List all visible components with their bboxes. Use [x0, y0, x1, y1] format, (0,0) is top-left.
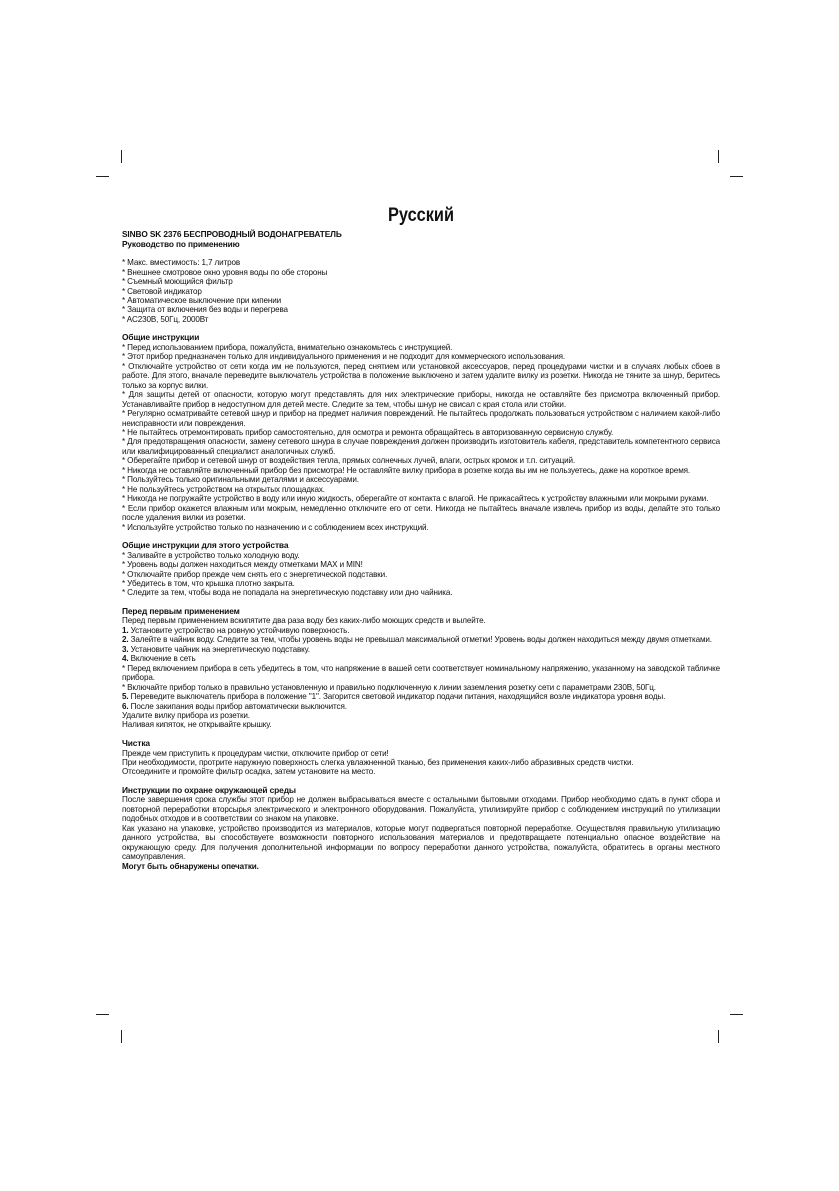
language-title: Русский [387, 205, 455, 226]
manual-subtitle: Руководство по применению [122, 238, 240, 249]
instruction-item: * Регулярно осматривайте сетевой шнур и прибор на предмет наличия повреждений. Не пытайтесь продолжать пользоваться устройством с наличием какой-либо неисправности или повреждения. [122, 409, 720, 428]
tail-item: Наливая кипяток, не открывайте крышку. [122, 720, 272, 730]
feature-item: * AC230В, 50Гц, 2000Вт [122, 314, 209, 324]
device-instructions-section [122, 541, 720, 598]
instruction-item: * Для предотвращения опасности, замену сетевого шнура в случае повреждения должен производить изготовитель кабеля, представитель компетентного сервиса или квалифицированный специалист аналогичных служб. [122, 437, 720, 456]
cleaning-item: Отсоедините и промойте фильтр осадка, затем установите на место. [122, 767, 376, 777]
crop-mark-top-left-horizontal [96, 176, 109, 177]
feature-item: * Защита от включения без воды и перегрева [122, 305, 288, 315]
section-heading: Перед первым применением [122, 605, 240, 616]
instruction-item: * Если прибор окажется влажным или мокрым, немедленно отключите его от сети. Никогда не пытайтесь вначале извлечь прибор из воды, делайте это только после удаления вилки из розетки. [122, 503, 720, 523]
section-heading: Чистка [122, 737, 150, 748]
step-item [122, 635, 720, 644]
note-item: * Включайте прибор только в правильно установленную и правильно подключенную к линии заземления розетку сети с параметрами 230В, 50Гц. [122, 682, 656, 692]
feature-item: * Световой индикатор [122, 286, 202, 296]
tail-item: Удалите вилку прибора из розетки. [122, 711, 250, 720]
crop-mark-top-right-vertical [718, 150, 719, 163]
step-number: 1. [122, 625, 129, 635]
cleaning-item: Прежде чем приступить к процедурам чистки, отключите прибор от сети! [122, 748, 389, 758]
instruction-item: * Следите за тем, чтобы вода не попадала на энергетическую подставку или дно чайника. [122, 588, 453, 598]
feature-item: * Автоматическое выключение при кипении [122, 296, 282, 305]
instruction-item: * Не пользуйтесь устройством на открытых площадках. [122, 484, 325, 494]
section-heading: Общие инструкции [122, 332, 200, 343]
environment-section [122, 786, 720, 871]
crop-mark-bottom-left-vertical [121, 1030, 122, 1043]
instruction-item: * Этот прибор предназначен только для индивидуального применения и не подходит для коммерческого использования. [122, 352, 566, 362]
instruction-item: * Пользуйтесь только оригинальными деталями и аксессуарами. [122, 475, 359, 485]
section-heading: Инструкции по охране окружающей среды [122, 784, 296, 795]
step-number: 2. [122, 635, 129, 645]
features-list [122, 258, 720, 324]
feature-item: * Внешнее смотровое окно уровня воды по обе стороны [122, 267, 328, 277]
feature-item: * Макс. вместимость: 1,7 литров [122, 258, 241, 268]
step-item [122, 626, 720, 635]
step-number: 4. [122, 654, 129, 664]
step-item [122, 645, 720, 654]
instruction-item: * Отключайте прибор прежде чем снять его с энергетической подставки. [122, 569, 388, 579]
step-text: После закипания воды прибор автоматически выключится. [128, 701, 347, 711]
note-item: * Перед включением прибора в сеть убедитесь в том, что напряжение в вашей сети соответствует номинальному напряжению, указанному на заводской табличке прибора. [122, 663, 720, 683]
first-use-section [122, 607, 720, 730]
step-number: 5. [122, 692, 129, 702]
instruction-item: * Перед использованием прибора, пожалуйста, внимательно ознакомьтесь с инструкцией. [122, 342, 453, 352]
step-item [122, 692, 720, 701]
instruction-item: * Оберегайте прибор и сетевой шнур от воздействия тепла, прямых солнечных лучей, влаги, острых кромок и т.п. ситуаций. [122, 456, 576, 466]
step-text: Включение в сеть [128, 654, 196, 664]
environment-paragraph: После завершения срока службы этот прибор не должен выбрасываться вместе с остальными бытовыми отходами. Прибор необходимо сдать в пункт сбора и повторной переработки вторсырья электрического и электронного оборудования. Пожалуйста, утилизируйте прибор с соблюдением инструкций по утилизации подобных отходов и в соответствии со знаком на упаковке. [122, 795, 720, 824]
step-text: Установите чайник на энергетическую подставку. [128, 644, 310, 654]
instruction-item: * Убедитесь в том, что крышка плотно закрыта. [122, 578, 295, 588]
crop-mark-top-left-vertical [121, 150, 122, 163]
manual-page [122, 206, 720, 871]
step-text: Залейте в чайник воду. Следите за тем, чтобы уровень воды не превышал максимальной отметки! Уровень воды должен находиться между двумя отметками. [128, 635, 712, 645]
instruction-item: * Уровень воды должен находиться между отметками MAX и MIN! [122, 560, 363, 570]
crop-mark-bottom-right-vertical [718, 1030, 719, 1043]
typo-disclaimer: Могут быть обнаружены опечатки. [122, 861, 259, 871]
instruction-item: * Заливайте в устройство только холодную воду. [122, 550, 300, 560]
instruction-item: * Никогда не оставляйте включенный прибор без присмотра! Не оставляйте вилку прибора в розетке когда вы им не пользуетесь, даже на короткое время. [122, 465, 691, 475]
instruction-item: * Отключайте устройство от сети когда им не пользуются, перед снятием или установкой аксессуаров, перед процедурами чистки и в случаях любых сбоев в работе. Для этого, вначале переведите выключатель устройства в положение выключено и затем удалите вилку из розетки. Никогда не тяните за шнур, беритесь только за корпус вилки. [122, 361, 720, 390]
environment-paragraph: Как указано на упаковке, устройство производится из материалов, которые могут подвергаться повторной переработке. Осуществляя правильную утилизацию данного устройства, вы способствуете возможности повторного использования материалов и предотвращаете потенциально опасное воздействие на окружающую среду. Для получения дополнительной информации по вопросу переработки данного устройства, пожалуйста, обратитесь в органы местного самоуправления. [122, 823, 720, 862]
cleaning-item: При необходимости, протрите наружную поверхность слегка увлажненной тканью, без применения каких-либо абразивных средств чистки. [122, 757, 634, 767]
instruction-item: * Никогда не погружайте устройство в воду или иную жидкость, оберегайте от контакта с влагой. Не прикасайтесь к устройству влажными или мокрыми руками. [122, 494, 709, 504]
crop-mark-top-right-horizontal [730, 176, 743, 177]
instruction-item: * Для защиты детей от опасности, которую могут представлять для них электрические приборы, никогда не оставляйте без присмотра включенный прибор. Устанавливайте прибор в недоступном для детей месте. Следите за тем, чтобы шнур не свисал с края стола или стойки. [122, 390, 720, 409]
step-number: 6. [122, 701, 129, 711]
first-use-intro: Перед первым применением вскипятите два раза воду без каких-либо моющих средств и вылейте. [122, 616, 486, 626]
step-item [122, 654, 720, 663]
cleaning-section [122, 739, 720, 777]
crop-mark-bottom-right-horizontal [730, 1014, 743, 1015]
step-number: 3. [122, 644, 129, 654]
instruction-item: * Используйте устройство только по назначению и с соблюдением всех инструкций. [122, 522, 429, 532]
step-item [122, 702, 720, 711]
step-text: Установите устройство на ровную устойчивую поверхность. [128, 625, 350, 635]
product-title: SINBO SK 2376 БЕСПРОВОДНЫЙ ВОДОНАГРЕВАТЕЛЬ [122, 229, 342, 239]
instruction-item: * Не пытайтесь отремонтировать прибор самостоятельно, для осмотра и ремонта обращайтесь в авторизованную сервисную службу. [122, 428, 614, 438]
step-text: Переведите выключатель прибора в положение "1". Загорится световой индикатор подачи питания, находящийся возле индикатора уровня воды. [128, 692, 666, 702]
section-heading: Общие инструкции для этого устройства [122, 540, 289, 551]
general-instructions-section [122, 333, 720, 532]
crop-mark-bottom-left-horizontal [96, 1014, 109, 1015]
feature-item: * Съемный моющийся фильтр [122, 277, 233, 287]
